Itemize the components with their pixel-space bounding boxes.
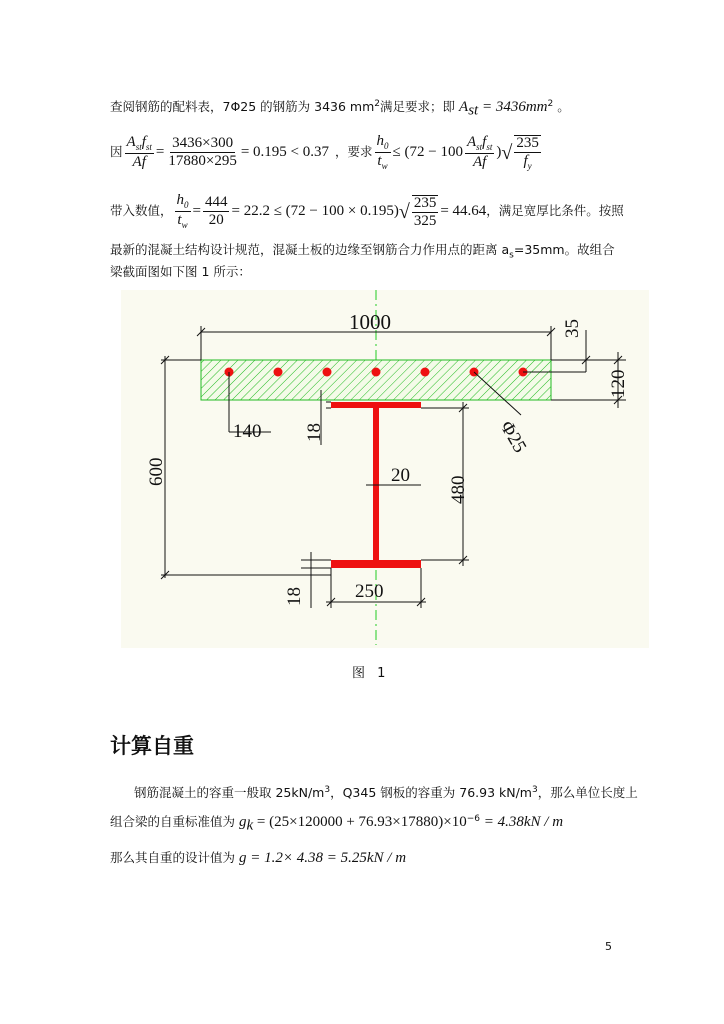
para5-g-sub: k bbox=[246, 817, 254, 834]
para3-suffix: ，满足宽厚比条件。按照 bbox=[486, 203, 624, 219]
para5-line1c: ，那么单位长度上 bbox=[537, 785, 638, 801]
sqrt-den-2: 325 bbox=[413, 212, 437, 229]
h0-2: h bbox=[176, 192, 185, 208]
para5-line1a: 钢筋混凝土的容重一般取 25kN/m bbox=[134, 785, 325, 801]
frac-ratio-2 bbox=[465, 135, 494, 170]
bottom-flange bbox=[331, 560, 421, 568]
para-1 bbox=[110, 100, 570, 119]
para-4-line1 bbox=[110, 244, 615, 261]
section-drawing bbox=[121, 290, 649, 648]
para2-cond-end: ) bbox=[496, 144, 502, 160]
h0: h bbox=[376, 133, 385, 149]
para1-text2: 满足要求；即 bbox=[380, 99, 456, 115]
frac-444: 444 bbox=[204, 194, 228, 210]
sqrt-num-2: 235 bbox=[413, 194, 437, 211]
frac2-den: Af bbox=[472, 154, 487, 170]
para-4-line2 bbox=[110, 266, 251, 279]
figure-caption: 图 1 bbox=[352, 666, 390, 681]
frac-num-a: A bbox=[126, 134, 136, 150]
tw-sub: w bbox=[381, 161, 388, 171]
para2-prefix: 因 bbox=[110, 144, 123, 160]
sqrt-num: 235 bbox=[516, 134, 539, 151]
section-heading: 计算自重 bbox=[110, 734, 194, 758]
dim-cover-label: 35 bbox=[562, 319, 583, 338]
section-figure bbox=[121, 290, 649, 648]
sqrt-den-sub: y bbox=[527, 160, 532, 171]
dim-18-top-label: 18 bbox=[304, 423, 325, 442]
frac-h0-tw-2 bbox=[175, 193, 191, 230]
para1-formula: A bbox=[459, 99, 469, 116]
para5-line2: 组合梁的自重标准值为 bbox=[110, 814, 236, 830]
para5-expr: = (25×120000 + 76.93×17880)×10 bbox=[253, 814, 467, 831]
para6-text: 那么其自重的设计值为 bbox=[110, 850, 236, 865]
h0-sub-2: 0 bbox=[184, 200, 189, 210]
dim-bar-label: Φ25 bbox=[495, 417, 531, 457]
frac2-num-sub2: st bbox=[486, 142, 493, 152]
para2-cond: ≤ (72 − 100 bbox=[392, 144, 463, 160]
frac-ratio bbox=[125, 135, 154, 170]
top-flange bbox=[331, 402, 421, 408]
sqrt-frac bbox=[514, 135, 541, 171]
para5-line1b: ，Q345 钢板的容重为 76.93 kN/m bbox=[330, 785, 532, 801]
dim-600-label: 600 bbox=[146, 457, 167, 486]
para5-sup1: 3 bbox=[324, 785, 331, 795]
frac-444-20 bbox=[203, 195, 230, 228]
rebar-dot bbox=[323, 368, 332, 377]
para4-line1-end: =35mm。故组合 bbox=[513, 242, 615, 257]
para-3: 带入数值， $\frac{h_0}{t_w}$ = $\frac{444}{20}$ = 22.2 ≤ (72 − 100 × 0.195) √ $\frac{235}{325}$ = 44.64 ，满足宽厚比条件。按照 bbox=[110, 192, 624, 230]
para1-end: 。 bbox=[553, 99, 570, 115]
dim-width-label: 1000 bbox=[349, 310, 391, 334]
para5-end: = 4.38kN / m bbox=[480, 814, 564, 831]
dim-250-label: 250 bbox=[355, 581, 384, 602]
page-number: 5 bbox=[605, 940, 612, 953]
frac-num-sub2: st bbox=[145, 142, 152, 152]
para2-result: = 0.195 < 0.37 bbox=[240, 144, 329, 160]
dim-thickness-label: 120 bbox=[608, 369, 629, 398]
para4-line2: 梁截面图如下图 1 所示： bbox=[110, 264, 251, 279]
rebar-dot bbox=[372, 368, 381, 377]
frac-num-f: f bbox=[141, 134, 146, 150]
frac-h0-tw bbox=[375, 134, 391, 171]
frac-values bbox=[166, 136, 238, 169]
web bbox=[373, 408, 379, 560]
rebar-dot bbox=[421, 368, 430, 377]
para1-formula-sup: 2 bbox=[547, 99, 554, 109]
eq-num: 3436×300 bbox=[172, 135, 234, 151]
sqrt-frac-2 bbox=[412, 195, 439, 229]
para-5-line2 bbox=[110, 815, 563, 834]
para-5-line1 bbox=[134, 786, 638, 800]
rebar-dot bbox=[274, 368, 283, 377]
para5-exp: −6 bbox=[466, 814, 480, 824]
tw-2: t bbox=[177, 212, 182, 228]
para5-sup2: 3 bbox=[531, 785, 538, 795]
para6-formula: g = 1.2× 4.38 = 5.25kN / m bbox=[239, 850, 407, 866]
frac2-num-sub1: st bbox=[476, 142, 483, 152]
frac-den: Af bbox=[132, 154, 146, 170]
tw: t bbox=[377, 153, 382, 169]
dim-18-bottom-label: 18 bbox=[284, 587, 305, 606]
frac2-num-f: f bbox=[482, 134, 487, 150]
para-2: 因 $\frac{A_{st}f_{st}}{Af}$ = $\frac{3436\times 300}{17880\times 295}$ = 0.195 < 0.37 ，要求 $\frac{h_0}{t_w}$ ≤ (72 − 100 $\frac{A_{st}f_{st}}{Af}$ ) √ $\frac{235}{f_y}$ bbox=[110, 133, 539, 171]
para4-sub: s bbox=[509, 250, 514, 261]
dim-20-label: 20 bbox=[391, 465, 410, 486]
h0-sub: 0 bbox=[384, 141, 389, 151]
para4-line1: 最新的混凝土结构设计规范，混凝土板的边缘至钢筋合力作用点的距离 a bbox=[110, 242, 510, 257]
dim-140-label: 140 bbox=[233, 421, 262, 442]
para1-sup: 2 bbox=[374, 99, 381, 109]
para3-expr: = 22.2 ≤ (72 − 100 × 0.195) bbox=[231, 203, 399, 219]
para1-formula-val: = 3436mm bbox=[478, 99, 548, 116]
para5-g: g bbox=[239, 814, 247, 831]
para1-formula-sub: st bbox=[468, 102, 479, 119]
para1-text: 查阅钢筋的配料表，7Φ25 的钢筋为 3436 mm bbox=[110, 99, 375, 115]
para-6 bbox=[110, 851, 406, 866]
para3-result: = 44.64 bbox=[440, 203, 487, 219]
tw-sub-2: w bbox=[181, 220, 188, 230]
frac-20: 20 bbox=[208, 212, 224, 228]
frac2-num-a: A bbox=[466, 134, 477, 150]
dim-480-label: 480 bbox=[448, 475, 469, 504]
para3-prefix: 带入数值， bbox=[110, 203, 173, 219]
eq-den: 17880×295 bbox=[168, 153, 237, 169]
frac-num-sub1: st bbox=[135, 142, 142, 152]
para2-mid: ，要求 bbox=[335, 144, 373, 160]
sqrt-den: f bbox=[523, 152, 528, 169]
